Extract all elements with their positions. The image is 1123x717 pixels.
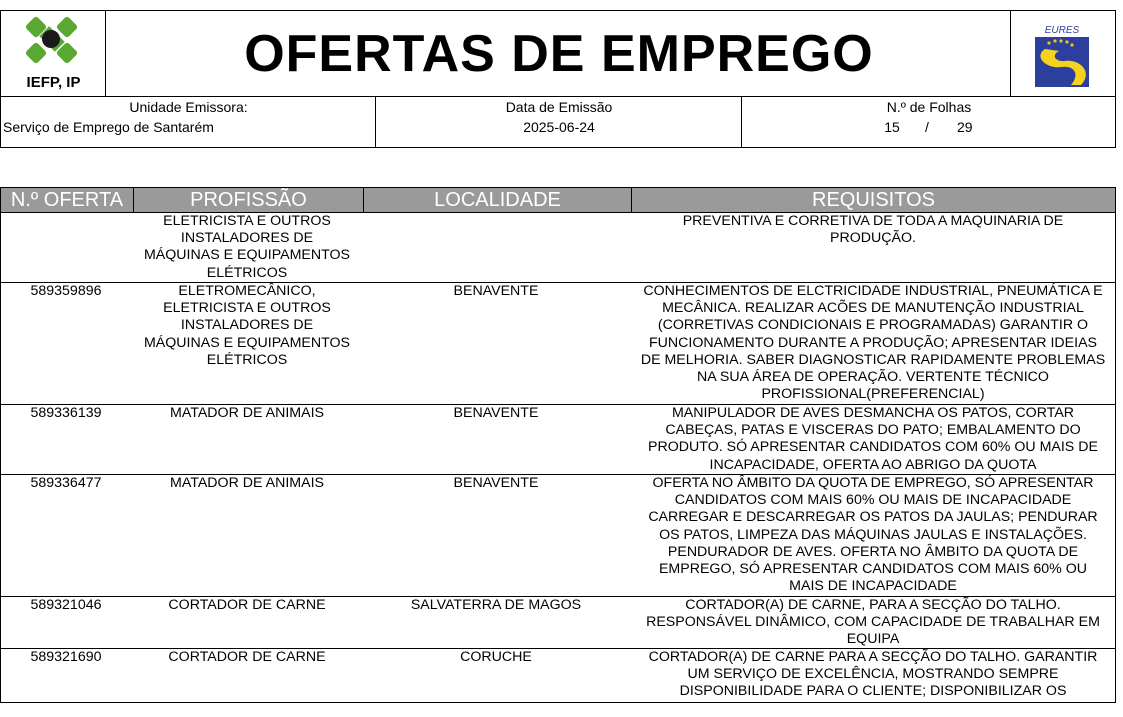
requirements <box>630 475 1116 595</box>
location-line: BENAVENTE <box>453 475 539 491</box>
requirements-line: OFERTA NO ÂMBITO DA QUOTA DE EMPREGO, SÓ APRESENTAR <box>652 475 1094 491</box>
sheet-total: 29 <box>957 119 973 135</box>
profession <box>132 213 362 282</box>
table-row <box>0 405 1116 475</box>
offer-number <box>0 649 132 666</box>
requirements-line: RESPONSÁVEL DINÂMICO, COM CAPACIDADE DE TRABALHAR EM <box>646 614 1100 631</box>
requirements-line: CORTADOR(A) DE CARNE, PARA A SECÇÃO DO TALHO. <box>685 597 1061 613</box>
eures-logo-text: EURES <box>1044 25 1080 36</box>
offer-number-line: 589321690 <box>30 649 102 665</box>
table-row <box>0 283 1116 405</box>
profession-line: CORTADOR DE CARNE <box>168 597 326 613</box>
sheet-count-cell <box>742 97 1116 148</box>
requirements-line: (CORRETIVAS CONDICIONAIS E PROGRAMADAS) GARANTIR O <box>657 317 1089 334</box>
table-left-border <box>0 213 1 703</box>
location-line: CORUCHE <box>460 649 532 665</box>
requirements-line: PREVENTIVA E CORRETIVA DE TODA A MAQUINARIA DE <box>682 213 1064 229</box>
profession-line: ELÉTRICOS <box>206 264 288 281</box>
location <box>362 405 630 422</box>
table-row <box>0 475 1116 597</box>
profession-line: CORTADOR DE CARNE <box>168 649 326 665</box>
location <box>362 649 630 666</box>
table-row <box>0 649 1116 703</box>
offer-number-line: 589336477 <box>30 475 102 491</box>
iefp-logo-text: IEFP, IP <box>26 74 81 91</box>
eures-logo <box>1010 11 1115 96</box>
table-header <box>0 187 1116 213</box>
requirements-line: CABEÇAS, PATAS E VISCERAS DO PATO; EMBALAMENTO DO <box>665 422 1081 439</box>
offer-number-line: 589321046 <box>30 597 102 613</box>
location-line: BENAVENTE <box>453 405 539 421</box>
requirements-line: MAIS DE INCAPACIDADE <box>789 578 957 595</box>
profession <box>132 283 362 369</box>
requirements-line: PRODUTO. SÓ APRESENTAR CANDIDATOS COM 60% OU MAIS DE <box>648 439 1098 456</box>
table-row <box>0 213 1116 283</box>
requirements-line: UM SERVIÇO DE EXCELÊNCIA, MOSTRANDO SEMPRE <box>687 666 1059 683</box>
requirements-line: CANDIDATOS COM MAIS 60% OU MAIS DE INCAPACIDADE <box>674 492 1072 509</box>
profession-line: ELETRICISTA E OUTROS <box>163 300 331 317</box>
location <box>362 597 630 614</box>
profession-line: INSTALADORES DE <box>180 317 314 334</box>
requirements-line: PENDURADOR DE AVES. OFERTA NO ÂMBITO DA QUOTA DE <box>667 543 1079 560</box>
requirements-line: MECÂNICA. REALIZAR ACÕES DE MANUTENÇÃO INDUSTRIAL <box>662 300 1084 317</box>
profession-line: ELÉTRICOS <box>206 351 288 368</box>
profession-line: MATADOR DE ANIMAIS <box>170 405 324 421</box>
eures-logo-icon <box>1011 11 1116 96</box>
profession <box>132 475 362 492</box>
profession-line: ELETROMECÂNICO, <box>178 283 316 299</box>
requirements-line: CONHECIMENTOS DE ELCTRICIDADE INDUSTRIAL, PNEUMÁTICA E <box>643 283 1103 299</box>
offer-number <box>0 405 132 422</box>
table-right-border <box>1115 213 1116 703</box>
issuer-cell <box>1 97 376 148</box>
profession <box>132 597 362 614</box>
requirements-line: DE MELHORIA. SABER DIAGNOSTICAR RAPIDAMENTE PROBLEMAS <box>640 351 1106 368</box>
offer-number <box>0 475 132 492</box>
requirements-line: CORTADOR(A) DE CARNE PARA A SECÇÃO DO TALHO. GARANTIR <box>648 649 1098 665</box>
page-title: OFERTAS DE EMPREGO <box>244 24 874 83</box>
location <box>362 475 630 492</box>
column-header-offer-number: N.º OFERTA <box>10 188 124 211</box>
offer-number-line: 589359896 <box>30 283 102 299</box>
requirements-line: PROFISSIONAL(PREFERENCIAL) <box>761 386 985 403</box>
requirements-line: NA SUA ÁREA DE OPERAÇÃO. VERTENTE TÉCNICO <box>697 369 1049 386</box>
column-header-profession: PROFISSÃO <box>133 188 363 212</box>
requirements-line: EMPREGO, SÓ APRESENTAR CANDIDATOS COM MAIS 60% OU <box>658 561 1088 578</box>
requirements <box>630 405 1116 474</box>
offer-number <box>0 597 132 614</box>
issue-date-value: 2025-06-24 <box>523 119 595 135</box>
requirements-line: CARREGAR E DESCARREGAR OS PATOS DA JAULAS; PENDURAR <box>648 509 1098 526</box>
column-header-requirements: REQUISITOS <box>631 188 1115 212</box>
profession-line: MÁQUINAS E EQUIPAMENTOS <box>143 247 350 264</box>
requirements <box>630 283 1116 403</box>
location-line: BENAVENTE <box>453 283 539 299</box>
profession <box>132 405 362 422</box>
profession-line: MATADOR DE ANIMAIS <box>170 475 324 491</box>
issue-date-label: Data de Emissão <box>505 99 613 115</box>
requirements-line: INCAPACIDADE, OFERTA AO ABRIGO DA QUOTA <box>709 456 1037 473</box>
issuer-label: Unidade Emissora: <box>129 99 248 115</box>
iefp-emblem-icon <box>1 11 106 75</box>
requirements-line: PRODUÇÃO. <box>830 230 916 247</box>
profession-line: INSTALADORES DE <box>180 230 314 247</box>
requirements <box>630 597 1116 649</box>
profession <box>132 649 362 666</box>
iefp-logo <box>1 11 106 96</box>
requirements-line: FUNCIONAMENTO DURANTE A PRODUÇÃO; APRESENTAR IDEIAS <box>648 334 1098 351</box>
sheet-current: 15 <box>884 119 900 135</box>
requirements <box>630 649 1116 701</box>
requirements-line: OS PATOS, LIMPEZA DAS MÁQUINAS JAULAS E INSTALAÇÕES. <box>659 526 1087 543</box>
issuer-value: Serviço de Emprego de Santarém <box>3 119 214 135</box>
requirements-line: EQUIPA <box>846 631 900 648</box>
sheet-separator: / <box>925 119 929 135</box>
profession-line: ELETRICISTA E OUTROS <box>163 213 331 229</box>
column-header-location: LOCALIDADE <box>363 188 631 212</box>
document-header <box>0 10 1116 148</box>
location <box>362 283 630 300</box>
location-line: SALVATERRA DE MAGOS <box>410 597 582 613</box>
profession-line: MÁQUINAS E EQUIPAMENTOS <box>143 334 350 351</box>
offer-number-line: 589336139 <box>30 405 102 421</box>
requirements <box>630 213 1116 247</box>
table-row <box>0 597 1116 649</box>
offer-number <box>0 283 132 300</box>
sheet-count-label: N.º de Folhas <box>886 99 972 115</box>
requirements-line: MANIPULADOR DE AVES DESMANCHA OS PATOS, CORTAR <box>671 405 1075 421</box>
issue-date-cell <box>376 97 742 148</box>
requirements-line: DISPONIBILIDADE PARA O CLIENTE; DISPONIBILIZAR OS <box>679 683 1067 700</box>
